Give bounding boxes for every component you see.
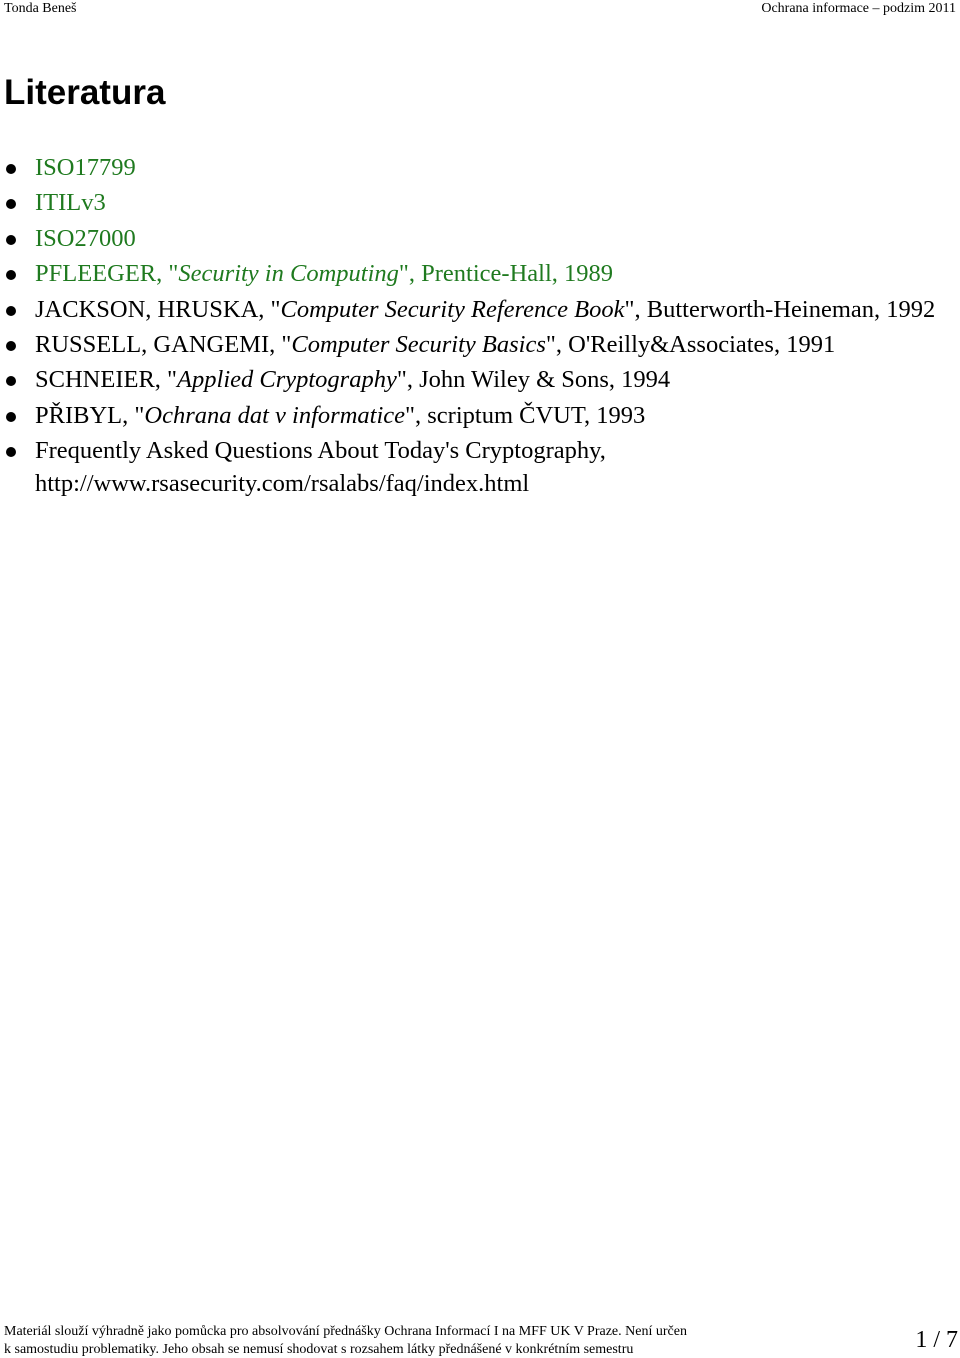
page-title: Literatura bbox=[4, 73, 166, 112]
bullet-icon bbox=[6, 164, 16, 174]
bullet-icon bbox=[6, 270, 16, 280]
footer-line-1: Materiál slouží výhradně jako pomůcka pro absolvování přednášky Ochrana Informací I na MFF UK V Praze. Není určen bbox=[4, 1324, 687, 1339]
ref-title: Computer Security Basics bbox=[291, 330, 546, 358]
list-item bbox=[0, 399, 940, 432]
ref-text: Frequently Asked Questions About Today's Cryptography, http://www.rsasecurity.com/rsalabs/faq/index.html bbox=[35, 437, 606, 498]
bullet-icon bbox=[6, 341, 16, 351]
ref-publisher: ", scriptum ČVUT, 1993 bbox=[405, 401, 646, 429]
list-item bbox=[0, 328, 940, 361]
header-author: Tonda Beneš bbox=[4, 1, 77, 16]
ref-publisher: ", John Wiley & Sons, 1994 bbox=[396, 366, 671, 394]
ref-authors: RUSSELL, GANGEMI, " bbox=[35, 330, 292, 358]
list-item bbox=[0, 186, 940, 219]
ref-authors: JACKSON, HRUSKA, " bbox=[35, 295, 281, 323]
ref-authors: PFLEEGER, " bbox=[35, 260, 179, 288]
bullet-icon bbox=[6, 376, 16, 386]
footer-disclaimer bbox=[4, 1323, 764, 1358]
ref-title: Security in Computing bbox=[178, 260, 399, 288]
bullet-icon bbox=[6, 412, 16, 422]
ref-authors: PŘIBYL, " bbox=[35, 401, 145, 429]
ref-publisher: ", Butterworth-Heineman, 1992 bbox=[624, 295, 936, 323]
list-item bbox=[0, 222, 940, 255]
page-number: 1 / 7 bbox=[915, 1327, 958, 1353]
bullet-icon bbox=[6, 199, 16, 209]
reference-list bbox=[0, 151, 940, 503]
ref-title: Applied Cryptography bbox=[177, 366, 397, 394]
ref-text: ISO17799 bbox=[35, 154, 136, 181]
header-course: Ochrana informace – podzim 2011 bbox=[761, 1, 956, 16]
bullet-icon bbox=[6, 235, 16, 245]
list-item bbox=[0, 257, 940, 290]
ref-title: Ochrana dat v informatice bbox=[144, 401, 406, 429]
list-item bbox=[0, 293, 940, 326]
bullet-icon bbox=[6, 447, 16, 457]
ref-title: Computer Security Reference Book bbox=[280, 295, 625, 323]
list-item bbox=[0, 434, 940, 500]
ref-text: ISO27000 bbox=[35, 224, 136, 252]
ref-publisher: ", O'Reilly&Associates, 1991 bbox=[545, 330, 836, 358]
footer-line-2: k samostudiu problematiky. Jeho obsah se nemusí shodovat s rozsahem látky přednášené v konkrétním semestru bbox=[4, 1341, 634, 1357]
ref-text: ITILv3 bbox=[35, 189, 106, 217]
list-item bbox=[0, 151, 940, 184]
bullet-icon bbox=[6, 306, 16, 316]
ref-publisher: ", Prentice-Hall, 1989 bbox=[398, 260, 614, 288]
ref-authors: SCHNEIER, " bbox=[35, 366, 178, 394]
list-item bbox=[0, 363, 940, 396]
